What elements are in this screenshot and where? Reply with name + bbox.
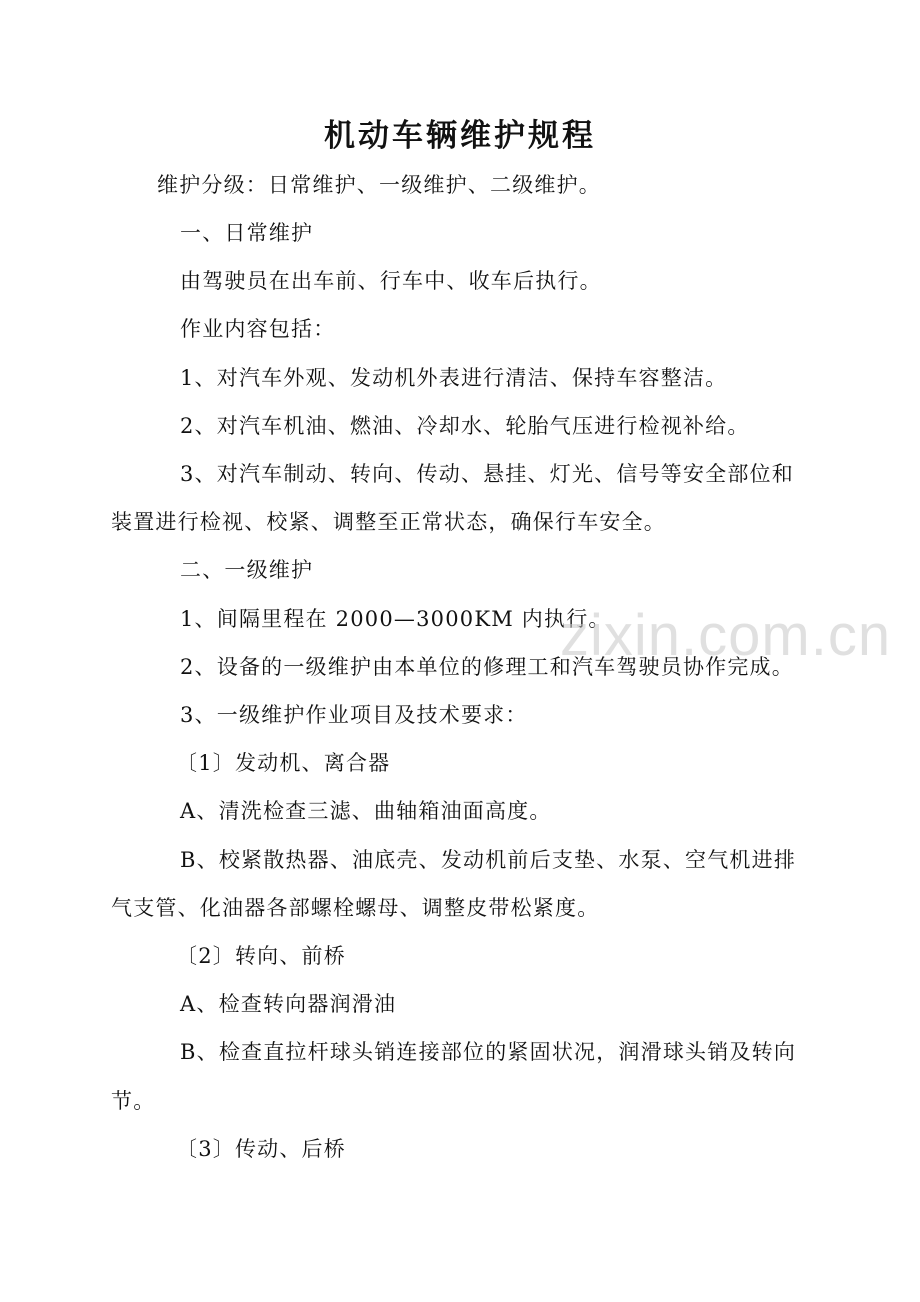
section-heading: 一、日常维护 xyxy=(180,221,314,245)
text-line: 维护分级：日常维护、一级维护、二级维护。 xyxy=(157,173,601,197)
list-item: 2、设备的一级维护由本单位的修理工和汽车驾驶员协作完成。 xyxy=(180,655,794,679)
text-line: 作业内容包括： xyxy=(180,317,336,341)
list-item-continuation: 节。 xyxy=(111,1089,156,1113)
subsection-heading: 〔2〕转向、前桥 xyxy=(176,944,346,968)
text-line: 由驾驶员在出车前、行车中、收车后执行。 xyxy=(180,269,602,293)
list-item: 1、间隔里程在 2000—3000KM 内执行。 xyxy=(180,607,611,631)
section-heading: 二、一级维护 xyxy=(180,558,314,582)
page-title: 机动车辆维护规程 xyxy=(324,118,596,154)
list-item: 3、对汽车制动、转向、传动、悬挂、灯光、信号等安全部位和 xyxy=(180,462,794,486)
list-item: A、检查转向器润滑油 xyxy=(180,992,397,1016)
list-item: 2、对汽车机油、燃油、冷却水、轮胎气压进行检视补给。 xyxy=(180,414,750,438)
list-item: B、检查直拉杆球头销连接部位的紧固状况，润滑球头销及转向 xyxy=(180,1040,797,1064)
list-item-continuation: 气支管、化油器各部螺栓螺母、调整皮带松紧度。 xyxy=(111,896,600,920)
watermark-text: zixin.com.cn xyxy=(560,603,892,668)
list-item-continuation: 装置进行检视、校紧、调整至正常状态，确保行车安全。 xyxy=(111,510,666,534)
list-item: B、校紧散热器、油底壳、发动机前后支垫、水泵、空气机进排 xyxy=(180,848,797,872)
list-item: A、清洗检查三滤、曲轴箱油面高度。 xyxy=(180,799,552,823)
subsection-heading: 〔1〕发动机、离合器 xyxy=(176,751,391,775)
list-item: 1、对汽车外观、发动机外表进行清洁、保持车容整洁。 xyxy=(180,366,728,390)
subsection-heading: 〔3〕传动、后桥 xyxy=(176,1137,346,1161)
list-item: 3、一级维护作业项目及技术要求： xyxy=(180,703,528,727)
